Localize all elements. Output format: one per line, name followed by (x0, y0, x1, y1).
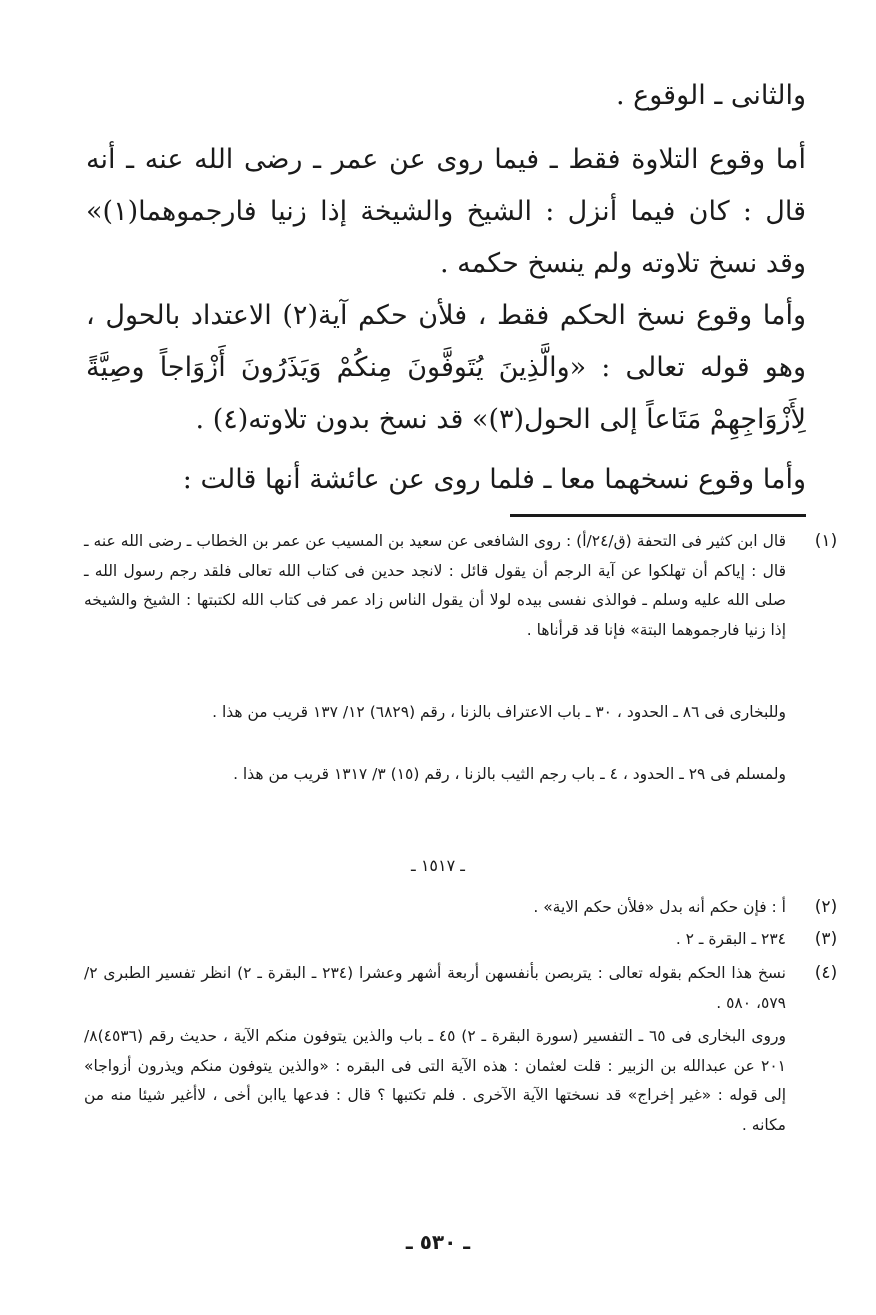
footnote-1 (84, 527, 838, 645)
section-heading: والثانى ـ الوقوع . (615, 80, 806, 111)
footnote-3-text: ٢٣٤ ـ البقرة ـ ٢ . (675, 930, 786, 948)
footnote-1-number: (١) (814, 531, 838, 551)
footnote-3-number: (٣) (814, 929, 838, 949)
footnote-1-bukhari: وللبخارى فى ٨٦ ـ الحدود ، ٣٠ ـ باب الاعتراف بالزنا ، رقم (٦٨٢٩) ١٢/ ١٣٧ قريب من هذا . (212, 703, 786, 721)
footnote-4-text: نسخ هذا الحكم بقوله تعالى : يتربصن بأنفسهن أربعة أشهر وعشرا (٢٣٤ ـ البقرة ـ ٢) انظر تفسير الطبرى ٢/ ٥٧٩، ٥٨٠ . (84, 964, 786, 1012)
continuous-folio: ـ ١٥١٧ ـ (411, 856, 465, 875)
footnote-separator (510, 514, 806, 517)
footnote-4-number: (٤) (814, 963, 838, 983)
main-paragraph-2: وأما وقوع نسخ الحكم فقط ، فلأن حكم آية(٢) الاعتداد بالحول ، وهو قوله تعالى : «والَّذِينَ يُتَوفَّونَ مِنكُمْ وَيَذَرُونَ أَزْوَاجاً وصِيَّةً لِأَزْوَاجِهِمْ مَتَاعاً إلى الحول(٣)» قد نسخ بدون تلاوته(٤) . (86, 300, 807, 435)
footnote-1-muslim: ولمسلم فى ٢٩ ـ الحدود ، ٤ ـ باب رجم الثيب بالزنا ، رقم (١٥) ٣/ ١٣١٧ قريب من هذا . (233, 765, 786, 783)
footnote-2-number: (٢) (814, 897, 838, 917)
footnote-4 (84, 959, 838, 1018)
footnote-2-text: أ : فإن حكم أنه بدل «فلأن حكم الاية» . (533, 898, 786, 916)
main-paragraph-3: وأما وقوع نسخهما معا ـ فلما روى عن عائشة أنها قالت : (182, 464, 806, 495)
footnote-4-bukhari: وروى البخارى فى ٦٥ ـ التفسير (سورة البقرة ـ ٢) ٤٥ ـ باب والذين يتوفون منكم الآية ، حديث رقم (٤٥٣٦)٨/ ٢٠١ عن عبدالله بن الزبير : قلت لعثمان : هذه الآية التى فى البقره : «والذين يتوفون منكم ويذرون أزواجا» إلى قوله : «غير إخراج» قد نسختها الآية الآخرى . فلم تكتبها ؟ قال : فدعها ياابن أخى ، لاأغير شيئا منه من مكانه . (84, 1027, 787, 1134)
footnote-1-text: قال ابن كثير فى التحفة (ق/٢٤/أ) : روى الشافعى عن سعيد بن المسيب عن عمر بن الخطاب ـ رضى الله عنه ـ قال : إياكم أن تهلكوا عن آية الرجم أن يقول قائل : لانجد حدين فى كتاب الله تعالى فلقد رجم رسول الله ـ صلى الله عليه وسلم ـ فوالذى نفسى بيده لولا أن يقول الناس زاد عمر فى كتاب الله لكتبتها : الشيخ والشيخه إذا زنيا فارجموهما البتة» فإنا قد قرأناها . (84, 532, 786, 639)
footnote-2 (84, 893, 838, 923)
main-paragraph-1: أما وقوع التلاوة فقط ـ فيما روى عن عمر ـ رضى الله عنه ـ أنه قال : كان فيما أنزل : الشيخ والشيخة إذا زنيا فارجموهما(١)» وقد نسخ تلاوته ولم ينسخ حكمه . (86, 144, 806, 279)
page-number: ـ ٥٣٠ ـ (405, 1230, 471, 1254)
footnote-3 (84, 925, 838, 955)
